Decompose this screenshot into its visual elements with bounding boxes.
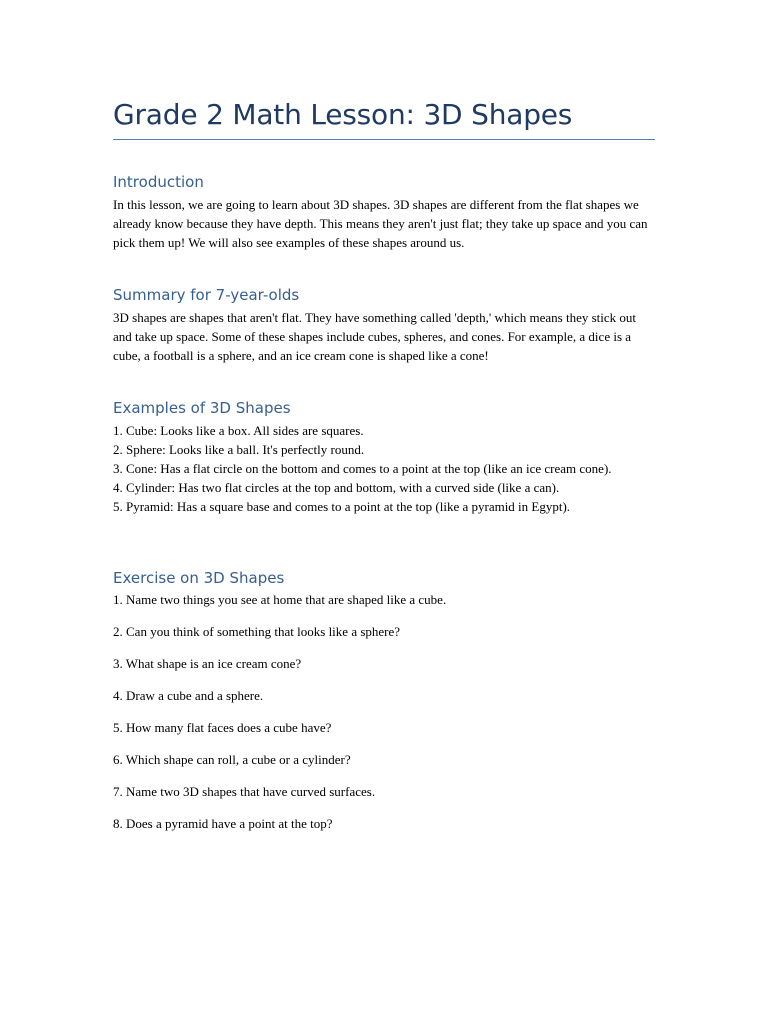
exercise-list-item: 6. Which shape can roll, a cube or a cylinder? [113,752,351,767]
document-page [113,96,655,846]
examples-list-item: 5. Pyramid: Has a square base and comes to a point at the top (like a pyramid in Egypt). [113,499,571,514]
exercise-list-item: 2. Can you think of something that looks like a sphere? [113,624,401,639]
introduction-heading: Introduction [113,173,204,191]
exercise-list-item: 5. How many flat faces does a cube have? [113,720,332,735]
exercise-list-item: 7. Name two 3D shapes that have curved surfaces. [113,784,376,799]
examples-list-item: 3. Cone: Has a flat circle on the bottom and comes to a point at the top (like an ice cream cone). [113,461,612,476]
exercise-list-item: 3. What shape is an ice cream cone? [113,656,302,671]
examples-heading: Examples of 3D Shapes [113,399,291,417]
summary-paragraph: 3D shapes are shapes that aren't flat. They have something called 'depth,' which means they stick out and take up space. Some of these shapes include cubes, spheres, and cones. For example, a dice is a cube, a football is a sphere, and an ice cream cone is shaped like a cone! [113,310,637,363]
examples-list-item: 2. Sphere: Looks like a ball. It's perfectly round. [113,442,365,457]
exercise-list-item: 8. Does a pyramid have a point at the top? [113,816,333,831]
document-title: Grade 2 Math Lesson: 3D Shapes [113,98,573,131]
introduction-paragraph: In this lesson, we are going to learn about 3D shapes. 3D shapes are different from the flat shapes we already know because they have depth. This means they aren't just flat; they take up space and you can pick them up! We will also see examples of these shapes around us. [113,197,648,250]
examples-list [113,421,655,516]
title-underline-rule [113,139,655,140]
exercise-list-item: 1. Name two things you see at home that are shaped like a cube. [113,592,447,607]
summary-heading: Summary for 7-year-olds [113,286,300,304]
exercise-list [113,590,655,833]
exercise-heading: Exercise on 3D Shapes [113,569,285,587]
examples-list-item: 4. Cylinder: Has two flat circles at the top and bottom, with a curved side (like a can). [113,480,560,495]
exercise-list-item: 4. Draw a cube and a sphere. [113,688,264,703]
examples-list-item: 1. Cube: Looks like a box. All sides are squares. [113,423,364,438]
